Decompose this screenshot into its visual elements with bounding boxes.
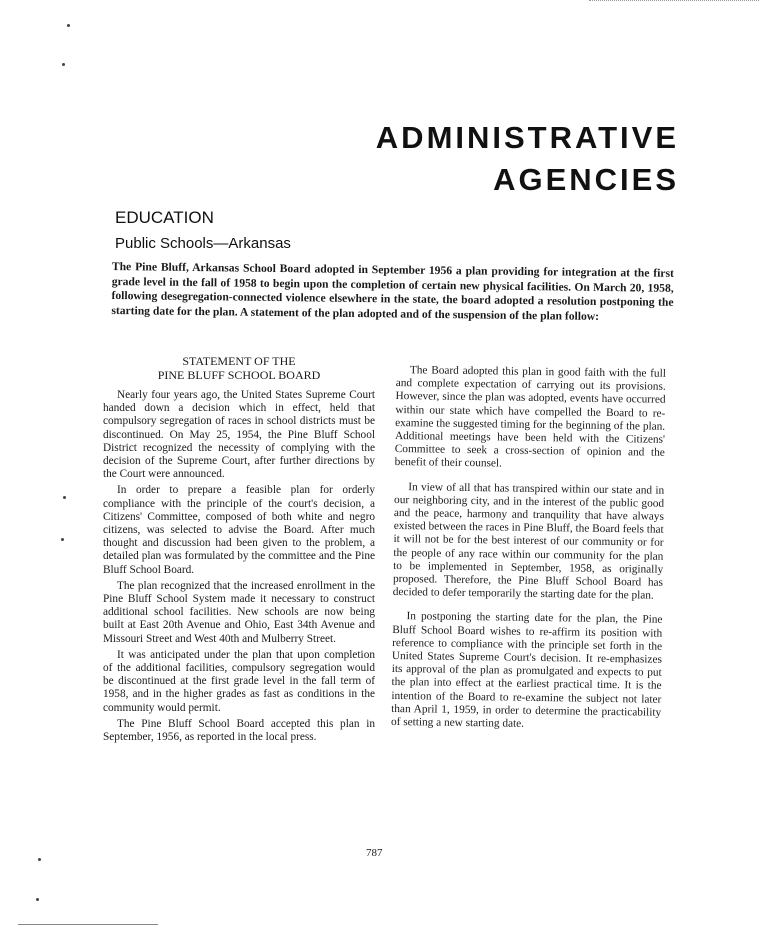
right-paragraph: The Board adopted this plan in good faith with the full and complete expectation of carrying out its provisions. However, since the plan was adopted, events have occurred within our state which have compelled the Board to re-examine the suggested timing for the beginning of the plan. Additional meetings have been held with the Citizens' Committee to seek a cross-section of opinion and the benefit of their counsel.: [394, 364, 666, 470]
right-paragraph: In postponing the starting date for the plan, the Pine Bluff School Board wishes to re-affirm its position with reference to compliance with the principle set forth in the United States Supreme Court's decision. It re-emphasizes its approval of the plan as promulgated and expects to put the plan into effect at the earliest practical time. It is the intention of the Board to re-examine the subject not later than April 1, 1959, in order to determine the practicability of setting a new starting date.: [390, 610, 663, 730]
statement-title-line-1: STATEMENT OF THE: [182, 354, 296, 368]
page-title-line-1: ADMINISTRATIVE: [375, 120, 679, 155]
section-heading: EDUCATION: [115, 208, 214, 227]
page-title-line-2: AGENCIES: [493, 162, 679, 197]
left-paragraph: The Pine Bluff School Board accepted this plan in September, 1956, as reported in the local press.: [103, 717, 375, 744]
statement-title: [103, 354, 375, 382]
scan-speck: [38, 858, 41, 861]
scan-speck: [36, 898, 39, 901]
left-column: [103, 354, 375, 747]
left-paragraph: In order to prepare a feasible plan for orderly compliance with the principle of the court's decision, a Citizens' Committee, composed of both white and negro citizens, was selected to advise the Board. After much thought and discussion had been given to the problem, a detailed plan was formulated by the committee and the Pine Bluff School Board.: [103, 484, 375, 576]
right-paragraph: In view of all that has transpired within our state and in our neighboring city, and in the interest of the public good and the peace, harmony and tranquility that have always existed between the races in Pine Bluff, the Board feels that it will not be for the best interest of our community or for the people of any race within our community for the plan to be implemented in September, 1958, as originally proposed. Therefore, the Pine Bluff School Board has decided to defer temporarily the starting date for the plan.: [392, 480, 665, 602]
left-paragraph: It was anticipated under the plan that upon completion of the additional facilities, compulsory segregation would be discontinued at the first grade level in the fall term of 1958, and in the higher grades as fast as conditions in the community would permit.: [103, 648, 375, 714]
scan-artifact-top: [589, 0, 759, 1]
summary-paragraph: The Pine Bluff, Arkansas School Board adopted in September 1956 a plan providing for integration at the first grade level in the fall of 1958 to begin upon the completion of certain new physical facilities. On March 20, 1958, following desegregation-connected violence elsewhere in the state, the board adopted a resolution postponing the starting date for the plan. A statement of the plan adopted and of the suspension of the plan follow:: [111, 260, 674, 323]
sub-heading: Public Schools—Arkansas: [115, 235, 291, 252]
scan-speck: [67, 24, 70, 27]
left-paragraph: Nearly four years ago, the United States Supreme Court handed down a decision which in effect, held that compulsory segregation of races in school districts must be discontinued. On May 25, 1954, the Pine Bluff School District recognized the necessity of complying with the decision of the Supreme Court, after further directions by the Court were announced.: [103, 389, 375, 481]
scan-speck: [63, 496, 66, 499]
scan-artifact-bottom: [18, 924, 158, 925]
statement-title-line-2: PINE BLUFF SCHOOL BOARD: [157, 368, 321, 382]
scan-speck: [62, 63, 65, 66]
left-paragraph: The plan recognized that the increased enrollment in the Pine Bluff School System made it necessary to construct additional school facilities. New schools are now being built at East 20th Avenue and Ohio, East 34th Avenue and Missouri Street and West 40th and Mulberry Street.: [103, 579, 375, 645]
right-column: [391, 364, 666, 744]
scan-speck: [61, 538, 64, 541]
page-number: 787: [366, 847, 383, 859]
